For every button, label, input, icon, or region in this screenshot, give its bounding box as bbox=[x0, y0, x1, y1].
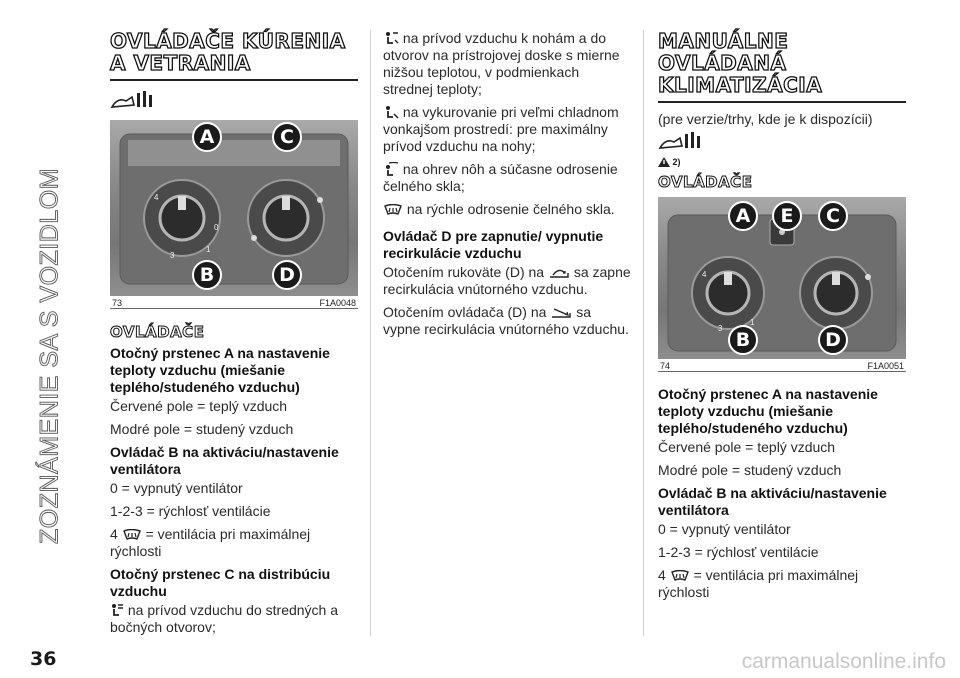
knob-d-heading: Ovládač D pre zapnutie/ vypnutie recirkulácie vzduchu bbox=[383, 228, 604, 261]
dist-windshield-text: na rýchle odrosenie čelného skla. bbox=[383, 201, 631, 218]
fan-speeds-text: 1-2-3 = rýchlosť ventilácie bbox=[658, 543, 819, 560]
column-2 bbox=[383, 30, 631, 344]
svg-text:3: 3 bbox=[718, 323, 723, 333]
heading-rule bbox=[658, 101, 906, 103]
engine-type-icon bbox=[110, 89, 156, 111]
heading-manual-climate-control: MANUÁLNE OVLÁDANÁ KLIMATIZÁCIA bbox=[658, 29, 823, 97]
column-divider-1 bbox=[370, 30, 371, 636]
heater-control-panel-image bbox=[110, 120, 358, 296]
callout-d: D bbox=[272, 260, 302, 290]
version-note: (pre verzie/trhy, kde je k dispozícii) bbox=[658, 110, 873, 127]
svg-text:4: 4 bbox=[702, 269, 707, 279]
red-field-text: Červené pole = teplý vzduch bbox=[658, 438, 836, 455]
air-to-feet-windshield-icon bbox=[383, 162, 399, 176]
air-to-feet-face-icon bbox=[383, 31, 399, 45]
recirc-on-text: Otočením rukoväte (D) na sa zapne recirkulácia vnútorného vzduchu. bbox=[383, 264, 631, 297]
ring-a-heading: Otočný prstenec A na nastavenie teploty vzduchu (miešanie teplého/studeného vzduchu) bbox=[110, 344, 330, 395]
fan-off-text: 0 = vypnutý ventilátor bbox=[658, 520, 791, 537]
warning-triangle-icon bbox=[658, 157, 670, 167]
callout-c: C bbox=[818, 201, 848, 231]
side-title-text: ZOZNÁMENIE SA S VOZIDLOM bbox=[35, 168, 64, 544]
column-3 bbox=[658, 30, 906, 607]
recirc-off-text: Otočením ovládača (D) na sa vypne recirkulácia vnútorného vzduchu. bbox=[383, 304, 629, 337]
svg-text:1: 1 bbox=[206, 244, 211, 254]
engine-type-icon bbox=[658, 130, 704, 152]
dist-feet-defrost-text: na prívod vzduchu k nohám a do otvorov na prístrojovej doske s mierne nižšou teplotou, v podmienkach strednej teploty; bbox=[383, 30, 620, 97]
fan-off-text: 0 = vypnutý ventilátor bbox=[110, 479, 243, 496]
figure-74 bbox=[658, 197, 906, 372]
windshield-fan-icon bbox=[122, 529, 142, 541]
knob-b-heading: Ovládač B na aktiváciu/nastavenie ventilátora bbox=[110, 443, 339, 477]
windshield-defrost-icon bbox=[383, 204, 403, 216]
heading-heating-ventilation: OVLÁDAČE KÚRENIA A VETRANIA bbox=[110, 29, 346, 75]
ring-a-heading: Otočný prstenec A na nastavenie teploty vzduchu (miešanie teplého/studeného vzduchu) bbox=[658, 385, 878, 436]
svg-text:1: 1 bbox=[750, 317, 755, 327]
column-divider-2 bbox=[643, 30, 644, 636]
ring-c-heading: Otočný prstenec C na distribúciu vzduchu bbox=[110, 565, 331, 599]
fan-max-text: 4 = ventilácia pri maximálnej rýchlosti bbox=[658, 566, 859, 600]
svg-text:3: 3 bbox=[170, 250, 175, 260]
figure-code: F1A0048 bbox=[319, 297, 356, 308]
callout-a: A bbox=[728, 201, 758, 231]
callout-b: B bbox=[192, 260, 222, 290]
air-to-feet-icon bbox=[383, 105, 399, 119]
dist-feet-text: na vykurovanie pri veľmi chladnom vonkajšom prostredí: pre maximálny prívod vzduchu na nohy; bbox=[383, 104, 619, 154]
dist-center-text: na prívod vzduchu do stredných a bočných otvorov; bbox=[110, 601, 339, 635]
figure-73 bbox=[110, 120, 358, 309]
heading-rule bbox=[110, 79, 358, 81]
knob-b-heading: Ovládač B na aktiváciu/nastavenie ventilátora bbox=[658, 484, 887, 518]
column-1 bbox=[110, 30, 358, 642]
figure-number: 73 bbox=[112, 297, 123, 308]
watermark: carmanualsonline.info bbox=[741, 650, 946, 673]
figure-number: 74 bbox=[660, 360, 671, 371]
section-heading-controls: OVLÁDAČE bbox=[110, 322, 205, 341]
page-number: 36 bbox=[30, 648, 57, 670]
svg-text:4: 4 bbox=[154, 192, 159, 202]
svg-text:0: 0 bbox=[214, 222, 219, 232]
callout-c: C bbox=[272, 122, 302, 152]
red-field-text: Červené pole = teplý vzduch bbox=[110, 397, 288, 414]
dist-feet-windshield-text: na ohrev nôh a súčasne odrosenie čelného skla; bbox=[383, 161, 618, 194]
callout-b: B bbox=[728, 325, 758, 355]
note-reference: 2) bbox=[658, 157, 906, 167]
recirculation-off-icon bbox=[550, 307, 572, 319]
windshield-fan-icon bbox=[670, 570, 690, 582]
fan-max-text: 4 = ventilácia pri maximálnej rýchlosti bbox=[110, 525, 311, 559]
section-heading-controls: OVLÁDAČE bbox=[658, 172, 753, 191]
blue-field-text: Modré pole = studený vzduch bbox=[658, 461, 842, 478]
callout-d: D bbox=[818, 325, 848, 355]
fan-speeds-text: 1-2-3 = rýchlosť ventilácie bbox=[110, 502, 271, 519]
blue-field-text: Modré pole = studený vzduch bbox=[110, 420, 294, 437]
callout-a: A bbox=[192, 122, 222, 152]
air-to-face-icon bbox=[110, 603, 124, 617]
callout-e: E bbox=[772, 201, 802, 231]
figure-code: F1A0051 bbox=[867, 360, 904, 371]
recirculation-on-icon bbox=[548, 267, 570, 279]
